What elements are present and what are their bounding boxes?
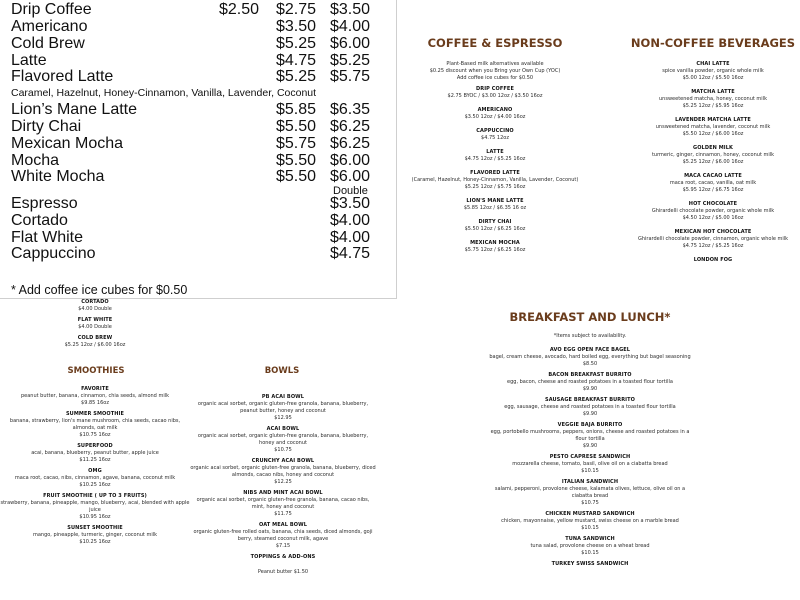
board-item-name: Flat White [11, 229, 84, 246]
board-item-name: Dirty Chai [11, 118, 82, 135]
menu-item-name: PB ACAI BOWL [261, 394, 305, 400]
menu-item-price: $5.25 12oz / $6.00 16oz [682, 159, 744, 165]
menu-item-price: $5.50 12oz / $6.00 16oz [682, 131, 744, 137]
menu-item-description: peanut butter, banana, cinnamon, chia seeds, almond milk [20, 393, 169, 399]
smoothies-column [0, 386, 190, 550]
price-board [0, 0, 397, 299]
addon-item: Peanut butter $1.50 [257, 569, 309, 575]
menu-item-name: FLAVORED LATTE [470, 170, 520, 176]
board-item-name: White Mocha [11, 168, 105, 185]
menu-item-price: $5.85 12oz / $6.35 16 oz [463, 205, 527, 211]
board-price-medium: $5.50 [275, 168, 316, 185]
menu-item-price: $5.25 12oz / $5.95 16oz [682, 103, 744, 109]
menu-item-description: unsweetened matcha, lavender, coconut milk [655, 124, 771, 130]
menu-item-name: MEXICAN HOT CHOCOLATE [674, 229, 752, 235]
menu-item-price: $10.25 16oz [79, 539, 111, 545]
menu-item-name: LION'S MANE LATTE [466, 198, 524, 204]
breakfast-heading: BREAKFAST AND LUNCH* [509, 310, 671, 324]
coffee-column [395, 61, 595, 261]
menu-item-price: $11.75 [274, 511, 292, 517]
menu-item-name: AVO EGG OPEN FACE BAGEL [549, 347, 631, 353]
board-price-medium: $5.50 [275, 118, 316, 135]
board-price-large: $6.25 [329, 135, 370, 152]
menu-item-price: $5.00 12oz / $5.50 16oz [682, 75, 744, 81]
board-price-medium: $3.50 [275, 18, 316, 35]
menu-item-description: mozzarella cheese, tomato, basil, olive oil on a ciabatta bread [512, 461, 668, 467]
menu-item-price: $9.90 [582, 386, 598, 392]
board-item-name: Cold Brew [11, 35, 85, 52]
menu-item-description: tuna salad, provolone cheese on a wheat bread [530, 543, 650, 549]
board-flavors: Caramel, Hazelnut, Honey-Cinnamon, Vanilla, Lavender, Coconut [11, 87, 317, 99]
bowls-column [190, 394, 376, 576]
menu-item-price: $5.50 12oz / $6.25 16oz [464, 226, 526, 232]
menu-item-name: CAPPUCCINO [476, 128, 514, 134]
menu-item-name: FAVORITE [81, 386, 109, 392]
menu-item-price: $10.95 16oz [79, 514, 111, 520]
board-item-name: Espresso [11, 195, 78, 212]
menu-item-name: TUNA SANDWICH [565, 536, 615, 542]
menu-item-price: $10.75 [274, 447, 292, 453]
board-price-large: $4.00 [329, 212, 370, 229]
board-price-large: $6.00 [329, 35, 370, 52]
menu-item-name: CRUNCHY ACAI BOWL [251, 458, 315, 464]
menu-item-description: bagel, cream cheese, avocado, hard boiled egg, everything but bagel seasoning [489, 354, 691, 360]
menu-item-name: AMERICANO [477, 107, 513, 113]
menu-item-description: organic acai sorbet, organic gluten-free granola, banana, blueberry, peanut butter, honey and coconut [197, 401, 369, 414]
menu-item-name: SUPERFOOD [77, 443, 113, 449]
menu-item-name: SUNSET SMOOTHIE [67, 525, 123, 531]
menu-item-name: LAVENDER MATCHA LATTE [675, 117, 751, 123]
board-price-large: $6.00 [329, 168, 370, 185]
menu-item-description: turmeric, ginger, cinnamon, honey, coconut milk [651, 152, 775, 158]
menu-item-name: CHAI LATTE [696, 61, 730, 67]
menu-item-name: ITALIAN SANDWICH [561, 479, 619, 485]
smoothies-heading: SMOOTHIES [67, 366, 125, 376]
menu-item-price: $10.75 [581, 500, 599, 506]
board-item-name: Drip Coffee [11, 1, 92, 18]
board-item-name: Mexican Mocha [11, 135, 124, 152]
menu-item-price: $10.15 [581, 550, 599, 556]
board-item-name: Mocha [11, 152, 60, 169]
menu-item-name: TOPPINGS & ADD-ONS [250, 554, 316, 560]
espresso-tail [0, 299, 190, 353]
menu-item-name: SUMMER SMOOTHIE [65, 411, 125, 417]
menu-item-name: PESTO CAPRESE SANDWICH [549, 454, 631, 460]
menu-item-price: $9.90 [582, 411, 598, 417]
menu-item-name: HOT CHOCOLATE [688, 201, 738, 207]
menu-item-name: BACON BREAKFAST BURRITO [548, 372, 632, 378]
menu-item-name: GOLDEN MILK [692, 145, 734, 151]
board-price-small: $2.50 [218, 1, 259, 18]
menu-item-description: Ghirardelli chocolate powder, cinnamon, organic whole milk [637, 236, 789, 242]
menu-item-price: $10.25 16oz [79, 482, 111, 488]
menu-item-price: $4.00 Double [78, 324, 112, 330]
board-item-name: Lion’s Mane Latte [11, 101, 138, 118]
board-double-label: Double [333, 185, 368, 197]
board-item-name: Flavored Latte [11, 68, 114, 85]
menu-item-description: maca root, cacao, vanilla, oat milk [669, 180, 757, 186]
menu-item-description: acai, banana, blueberry, peanut butter, apple juice [31, 450, 159, 456]
menu-item-price: $4.00 Double [78, 306, 112, 312]
menu-item-description: organic acai sorbet, organic gluten-free granola, banana, blueberry, honey and coconut [197, 433, 369, 446]
menu-item-name: LATTE [486, 149, 504, 155]
menu-item-description: mango, pineapple, turmeric, ginger, coconut milk [32, 532, 158, 538]
menu-item-name: SAUSAGE BREAKFAST BURRITO [545, 397, 635, 403]
bowls-heading: BOWLS [264, 366, 300, 376]
menu-item-price: $10.75 16oz [79, 432, 111, 438]
menu-item-price: $11.25 16oz [79, 457, 111, 463]
menu-item-price: $9.90 [582, 443, 598, 449]
menu-item-description: organic gluten-free rolled oats, banana, chia seeds, diced almonds, goji berry, steamed coconut milk, agave [193, 529, 373, 542]
menu-item-description: banana, strawberry, lion's mane mushroom, chia seeds, cacao nibs, almonds, oat milk [9, 418, 181, 431]
menu-item-description: salami, pepperoni, provolone cheese, kalamata olives, lettuce, olive oil on a ciabatta bread [494, 486, 686, 499]
coffee-note: $0.25 discount when you Bring your Own Cup (YOC) [429, 68, 561, 74]
board-price-large: $6.25 [329, 118, 370, 135]
menu-item-price: $5.25 12oz / $6.00 16oz [64, 342, 126, 348]
board-price-large: $4.00 [329, 229, 370, 246]
menu-item-price: $2.75 BYOC / $3.00 12oz / $3.50 16oz [447, 93, 543, 99]
menu-item-price: $5.25 12oz / $5.75 16oz [464, 184, 526, 190]
menu-item-description: maca root, cacao, nibs, cinnamon, agave, banana, coconut milk [14, 475, 176, 481]
menu-item-price: $5.95 12oz / $6.75 16oz [682, 187, 744, 193]
menu-item-description: organic acai sorbet, organic gluten-free granola, banana, cacao nibs, mint, honey and coconut [196, 497, 370, 510]
menu-item-name: NIBS AND MINT ACAI BOWL [243, 490, 323, 496]
menu-item-name: FLAT WHITE [77, 317, 113, 323]
board-price-medium: $5.25 [275, 68, 316, 85]
menu-item-name: OMG [88, 468, 102, 474]
board-price-large: $3.50 [329, 195, 370, 212]
menu-item-price: $10.15 [581, 468, 599, 474]
menu-item-price: $4.75 12oz [481, 135, 509, 141]
menu-item-description: egg, bacon, cheese and roasted potatoes in a toasted flour tortilla [507, 379, 673, 385]
noncoffee-heading: NON-COFFEE BEVERAGES [630, 36, 796, 50]
menu-item-name: CORTADO [81, 299, 109, 305]
board-price-large: $4.00 [329, 18, 370, 35]
menu-item-name: MEXICAN MOCHA [470, 240, 520, 246]
menu-item-price: $3.50 12oz / $4.00 16oz [464, 114, 526, 120]
coffee-note: Add coffee ice cubes for $0.50 [456, 75, 534, 81]
board-price-medium: $5.75 [275, 135, 316, 152]
coffee-heading: COFFEE & ESPRESSO [427, 36, 563, 50]
breakfast-note: *Items subject to availability. [553, 333, 627, 339]
noncoffee-column [613, 61, 800, 271]
board-price-medium: $5.50 [275, 152, 316, 169]
board-item-name: Cortado [11, 212, 68, 229]
board-price-large: $5.75 [329, 68, 370, 85]
menu-item-name: MACA CACAO LATTE [684, 173, 742, 179]
menu-item-name: VEGGIE BAJA BURRITO [557, 422, 623, 428]
board-footnote: * Add coffee ice cubes for $0.50 [11, 283, 188, 297]
board-item-name: Latte [11, 52, 47, 69]
menu-item-description: egg, portobello mushrooms, peppers, onions, cheese and roasted potatoes in a flour tortilla [490, 429, 690, 442]
menu-item-name: DIRTY CHAI [478, 219, 512, 225]
board-price-large: $3.50 [329, 1, 370, 18]
breakfast-column [485, 333, 695, 572]
menu-item-price: $4.50 12oz / $5.00 16oz [682, 215, 744, 221]
menu-item-price: $5.75 12oz / $6.25 16oz [464, 247, 526, 253]
menu-item-description: (Caramel, Hazelnut, Honey-Cinnamon, Vanilla, Lavender, Coconut) [411, 177, 579, 183]
menu-item-price: $8.50 [582, 361, 598, 367]
menu-item-description: chicken, mayonnaise, yellow mustard, swiss cheese on a marble bread [501, 518, 679, 524]
board-price-medium: $2.75 [275, 1, 316, 18]
menu-item-description: organic acai sorbet, organic gluten-free granola, banana, blueberry, diced almonds, cacao nibs, honey and coconut [190, 465, 376, 478]
menu-item-name: COLD BREW [77, 335, 113, 341]
menu-item-name: MATCHA LATTE [691, 89, 735, 95]
menu-item-description: Ghirardelli chocolate powder, organic whole milk [651, 208, 775, 214]
board-price-large: $6.00 [329, 152, 370, 169]
coffee-note: Plant-Based milk alternatives available [446, 61, 544, 67]
menu-item-price: $7.15 [275, 543, 291, 549]
board-item-name: Americano [11, 18, 88, 35]
board-price-medium: $5.85 [275, 101, 316, 118]
menu-item-price: $9.85 16oz [81, 400, 109, 406]
menu-item-price: $10.15 [581, 525, 599, 531]
board-price-medium: $4.75 [275, 52, 316, 69]
menu-item-price: $4.75 12oz / $5.25 16oz [464, 156, 526, 162]
board-price-large: $5.25 [329, 52, 370, 69]
board-price-large: $6.35 [329, 101, 370, 118]
board-price-medium: $5.25 [275, 35, 316, 52]
menu-item-name: CHICKEN MUSTARD SANDWICH [545, 511, 635, 517]
menu-item-name: FRUIT SMOOTHIE ( UP TO 3 FRUITS) [43, 493, 147, 499]
menu-item-description: strawberry, banana, pineapple, mango, blueberry, acai, blended with apple juice [0, 500, 190, 513]
menu-item-name: ACAI BOWL [266, 426, 300, 432]
menu-item-name: LONDON FOG [693, 257, 733, 263]
menu-item-name: DRIP COFFEE [476, 86, 514, 92]
menu-item-description: egg, sausage, cheese and roasted potatoes in a toasted flour tortilla [504, 404, 676, 410]
menu-item-description: spice vanilla powder, organic whole milk [662, 68, 764, 74]
menu-item-description: unsweetened matcha, honey, coconut milk [659, 96, 767, 102]
menu-item-price: $12.25 [274, 479, 292, 485]
board-price-large: $4.75 [329, 245, 370, 262]
menu-item-price: $4.75 12oz / $5.25 16oz [682, 243, 744, 249]
board-item-name: Cappuccino [11, 245, 96, 262]
menu-item-name: TURKEY SWISS SANDWICH [551, 561, 629, 567]
menu-item-name: OAT MEAL BOWL [259, 522, 307, 528]
menu-item-price: $12.95 [274, 415, 292, 421]
